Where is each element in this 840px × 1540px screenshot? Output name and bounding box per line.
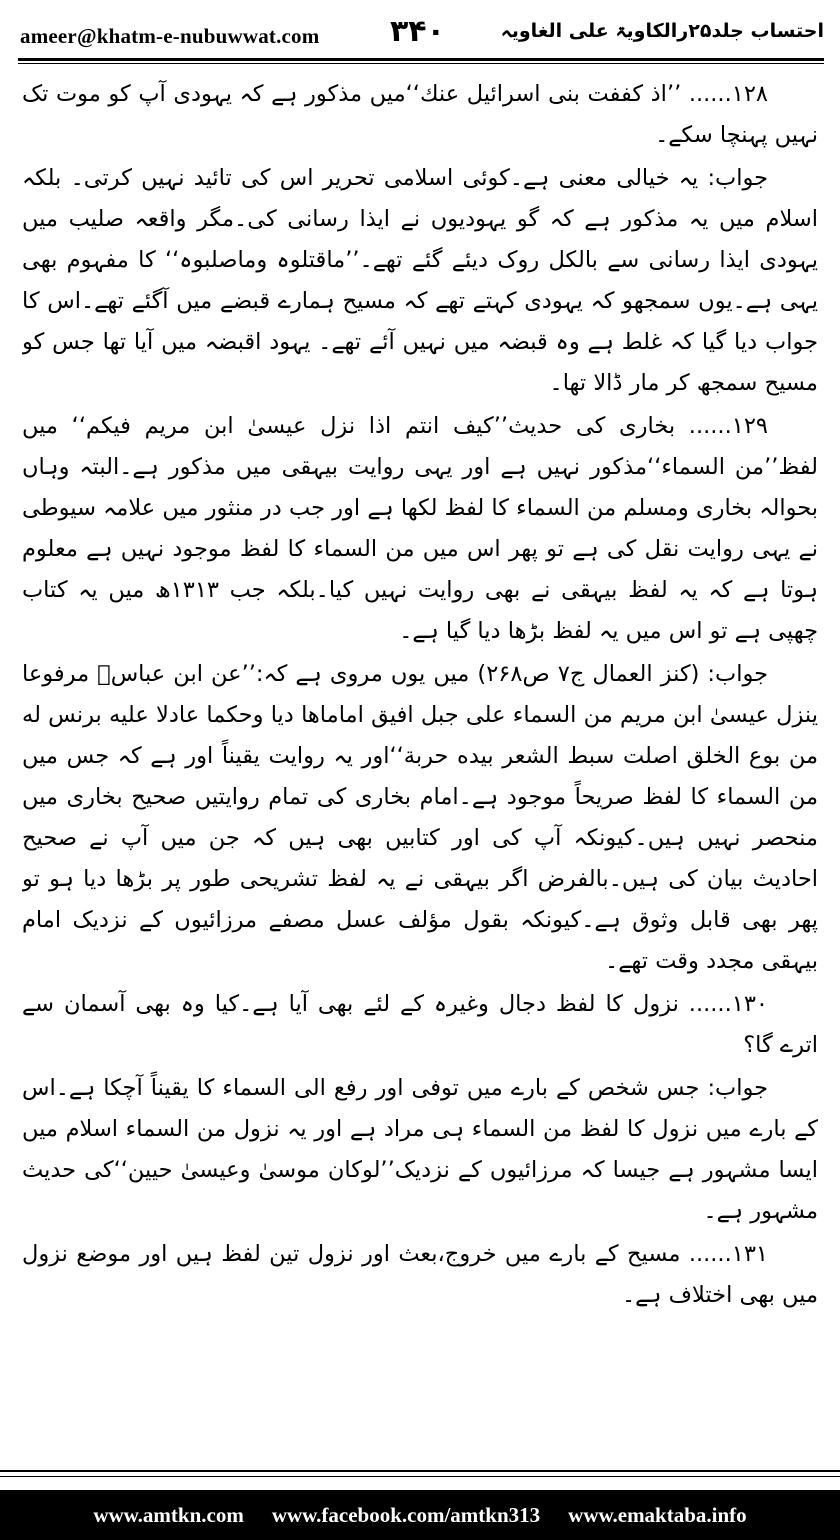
header-divider: [18, 58, 824, 61]
footer-link-facebook[interactable]: www.facebook.com/amtkn313: [271, 1502, 541, 1527]
page-header: [20, 10, 824, 56]
header-email[interactable]: ameer@khatm-e-nubuwwat.com: [20, 24, 320, 48]
page-footer: [0, 1490, 840, 1540]
paragraph-128: ۱۲۸...... ’’اذ کففت بنی اسرائیل عنك‘‘میں مذکور ہے کہ یہودی آپ کو موت تک نہیں پہنچا سکے۔: [22, 81, 818, 148]
page-body: [22, 74, 818, 1430]
book-title: احتساب جلد۲۵رالکاویۃ علی الغاویہ: [500, 20, 824, 42]
page-number: ۳۴۰: [390, 14, 445, 49]
footer-link-amtkn[interactable]: www.amtkn.com: [93, 1502, 244, 1527]
header-divider-thin: [18, 63, 824, 64]
paragraph-130: ۱۳۰...... نزول کا لفظ دجال وغیرہ کے لئے بھی آیا ہے۔کیا وہ بھی آسمان سے اترے گا؟: [22, 991, 818, 1058]
footer-divider-thin: [0, 1476, 840, 1477]
answer-130: جواب: جس شخص کے بارے میں توفی اور رفع الی السماء کا یقیناً آچکا ہے۔اس کے بارے میں نزول کا لفظ من السماء ہی مراد ہے اور یہ نزول من السماء اسلام میں ایسا مشہور ہے جیسا کہ مرزائیوں کے نزدیک’’لوکان موسیٰ وعیسیٰ حیین‘‘کی حدیث مشہور ہے۔: [22, 1075, 818, 1224]
footer-divider: [0, 1470, 840, 1472]
footer-link-emaktaba[interactable]: www.emaktaba.info: [568, 1502, 747, 1527]
paragraph-131: ۱۳۱...... مسیح کے بارے میں خروج،بعث اور نزول تین لفظ ہیں اور موضع نزول میں بھی اختلاف ہے۔: [22, 1241, 818, 1308]
answer-129: جواب: (کنز العمال ج۷ ص۲۶۸) میں یوں مروی ہے کہ:’’عن ابن عباسؓ مرفوعا ینزل عیسیٰ ابن مریم من السماء علی جبل افیق اماماها دیا وحکما عادلا علیه برنس له من بوع الخلق اصلت سبط الشعر بیده حربة‘‘اور یہ روایت یقیناً اور ہے کہ جس میں من السماء کا لفظ صریحاً موجود ہے۔امام بخاری کی تمام روایتیں صحیح بخاری میں منحصر نہیں ہیں۔کیونکہ آپ کی اور کتابیں بھی ہیں کہ جن میں آپ نے صحیح احادیث بیان کی ہیں۔بالفرض اگر بیہقی نے یہ لفظ تشریحی طور پر بڑھا دیا ہو تو پھر بھی قابل وثوق ہے۔کیونکہ بقول مؤلف عسل مصفے مرزائیوں کے نزدیک امام بیہقی مجدد وقت تھے۔: [22, 661, 818, 974]
answer-128: جواب: یہ خیالی معنی ہے۔کوئی اسلامی تحریر اس کی تائید نہیں کرتی۔ بلکہ اسلام میں یہ مذکور ہے کہ گو یہودیوں نے ایذا رسانی کی۔مگر واقعہ صلیب میں یہودی ایذا رسانی سے بالکل روک دیئے گئے تھے۔’’ماقتلوہ وماصلبوہ‘‘ کا مفہوم بھی یہی ہے۔یوں سمجھو کہ یہودی کہتے تھے کہ مسیح ہمارے قبضے میں آگئے تھے۔اس کا جواب دیا گیا کہ غلط ہے وہ قبضہ میں نہیں آئے تھے۔ یہود اقبضہ میں آیا تھا جس کو مسیح سمجھ کر مار ڈالا تھا۔: [22, 165, 818, 396]
paragraph-129: ۱۲۹...... بخاری کی حدیث’’کیف انتم اذا نزل عیسیٰ ابن مریم فیکم‘‘ میں لفظ’’من السماء‘‘مذکور نہیں ہے اور یہی روایت بیہقی میں مذکور ہے۔البتہ وہاں بحوالہ بخاری ومسلم من السماء کا لفظ لکھا ہے اور جب در منثور میں علامہ سیوطی نے یہی روایت نقل کی ہے تو پھر اس میں من السماء کا لفظ موجود نہیں ہے معلوم ہوتا ہے کہ یہ لفظ بیہقی نے بھی روایت نہیں کیا۔بلکہ جب ۱۳۱۳ھ میں یہ کتاب چھپی ہے تو اس میں یہ لفظ بڑھا دیا گیا ہے۔: [22, 413, 818, 644]
